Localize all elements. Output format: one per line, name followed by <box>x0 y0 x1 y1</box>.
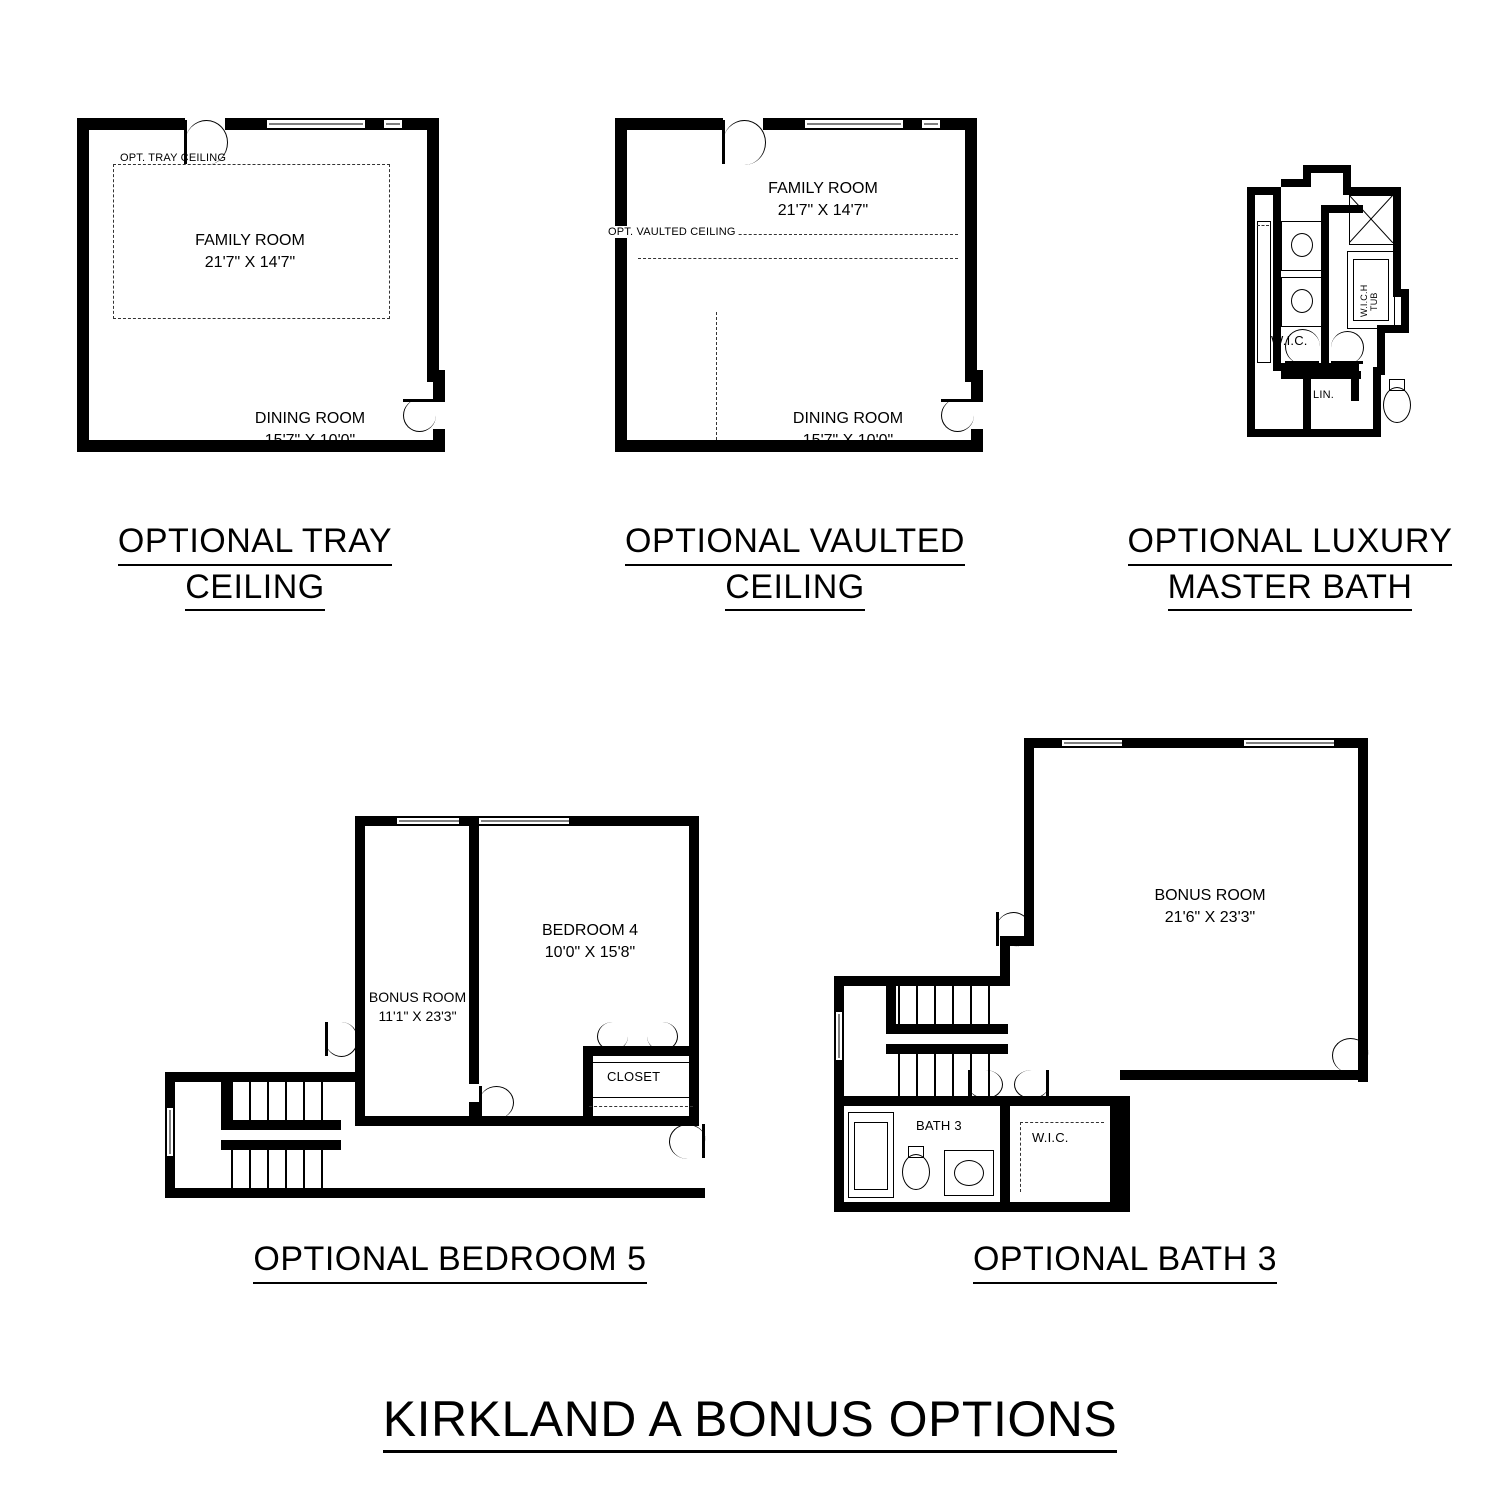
wall-bath-bottom <box>1247 429 1381 437</box>
door-swing-bedroom <box>479 1086 514 1119</box>
door-swing-bonus <box>325 1022 358 1057</box>
door-leaf-bonus <box>325 1022 328 1056</box>
stair-rail-lower <box>221 1140 341 1150</box>
note-opt-tray-ceiling: OPT. TRAY CEILING <box>120 152 227 164</box>
door-swing-bonus <box>996 912 1031 947</box>
toilet-tank <box>908 1146 924 1158</box>
room-label-closet: CLOSET <box>607 1069 661 1084</box>
stair-step <box>898 1054 900 1096</box>
wall-left <box>615 118 627 452</box>
door-leaf-entry <box>722 120 725 164</box>
stair-step <box>303 1150 305 1188</box>
stair-step <box>898 976 900 1024</box>
wall-top-left <box>77 118 185 130</box>
stair-landing <box>221 1120 341 1130</box>
wall-left <box>77 118 89 452</box>
wall-top-mid1 <box>763 118 805 130</box>
wall-bath-lower-right-v <box>1373 367 1381 437</box>
door-leaf-right <box>941 399 973 402</box>
door-leaf-bonus <box>996 912 999 946</box>
plan-optional-bath-3 <box>820 730 1390 1220</box>
window-top-right <box>1242 738 1340 748</box>
caption-optional-vaulted-ceiling: OPTIONAL VAULTED CEILING <box>580 520 1010 611</box>
stair-step <box>285 1150 287 1188</box>
door-leaf-bath3 <box>968 1070 971 1098</box>
wall-top-left <box>355 816 399 826</box>
room-label-lin: LIN. <box>1313 389 1334 401</box>
caption-optional-bath-3: OPTIONAL BATH 3 <box>900 1238 1350 1284</box>
stair-step <box>321 1072 323 1120</box>
door-leaf-exit <box>702 1124 705 1158</box>
wall-bath-top-left-v <box>1273 187 1281 213</box>
sheet-title: KIRKLAND A BONUS OPTIONS <box>0 1390 1500 1453</box>
door-leaf-wic <box>1285 361 1319 364</box>
window-stair-left <box>165 1106 175 1158</box>
door-swing-exit <box>669 1124 706 1159</box>
window-top-1 <box>803 118 905 130</box>
door-swing-bath <box>1331 331 1364 364</box>
vault-line-vertical <box>716 312 717 440</box>
wall-bath-left <box>1247 187 1255 437</box>
door-leaf-right <box>403 399 435 402</box>
caption-optional-tray-ceiling: OPTIONAL TRAY CEILING <box>40 520 470 611</box>
shower-x-icon <box>1349 195 1393 243</box>
room-label-bonus-room: BONUS ROOM 11'1" X 23'3" <box>368 989 467 1024</box>
door-leaf-exit <box>1365 1038 1368 1072</box>
window-top-right <box>477 816 575 826</box>
door-leaf-wic <box>1046 1070 1049 1098</box>
window-top-left <box>1060 738 1126 748</box>
door-swing-wic <box>1014 1070 1049 1099</box>
window-top-left <box>395 816 463 826</box>
door-leaf-bath <box>1331 361 1363 364</box>
stair-rail-lower <box>886 1044 1008 1054</box>
stair-step <box>267 1072 269 1120</box>
wall-wic-right <box>1110 1096 1120 1212</box>
wall-top-mid4 <box>402 118 420 130</box>
plan-optional-bedroom-5 <box>165 810 735 1210</box>
toilet-tank <box>1389 379 1405 391</box>
stair-step <box>988 976 990 1024</box>
stair-step <box>916 1054 918 1096</box>
wall-closet-top <box>583 1046 699 1056</box>
wall-bath-left <box>834 1096 844 1212</box>
room-label-family-room: FAMILY ROOM 21'7" X 14'7" <box>768 180 878 219</box>
toilet <box>902 1154 930 1190</box>
note-opt-vaulted-ceiling: OPT. VAULTED CEILING <box>608 226 736 238</box>
wic-shelf <box>1257 221 1271 363</box>
plan-optional-tray-ceiling <box>70 118 440 458</box>
wall-lin-left <box>1303 371 1311 429</box>
label-tub: TUB <box>1369 292 1379 311</box>
room-label-wic: W.I.C. <box>1271 333 1308 348</box>
wall-stair-top <box>165 1072 365 1082</box>
stair-step <box>285 1072 287 1120</box>
plan-optional-vaulted-ceiling <box>608 118 978 458</box>
wall-left-upper <box>1024 738 1034 946</box>
stair-step <box>934 1054 936 1096</box>
room-label-dining-room: DINING ROOM 15'7" X 10'0" <box>792 410 904 449</box>
stair-step <box>321 1150 323 1188</box>
wall-wic-outer <box>1120 1096 1130 1212</box>
wall-lin-right <box>1351 371 1359 401</box>
stair-step <box>303 1072 305 1120</box>
wall-right-jog-v <box>971 370 983 402</box>
caption-optional-luxury-master-bath: OPTIONAL LUXURY MASTER BATH <box>1090 520 1490 611</box>
plan-optional-luxury-master-bath <box>1145 165 1435 465</box>
stair-step <box>249 1072 251 1120</box>
stair-step <box>916 976 918 1024</box>
label-wic-h: W.I.C.H <box>1359 284 1369 317</box>
wall-right-upper <box>427 118 439 370</box>
wall-divider <box>469 816 479 1084</box>
stair-step <box>952 1054 954 1096</box>
door-swing-bath3 <box>968 1070 1003 1099</box>
stair-step <box>934 976 936 1024</box>
closet-door-swing-left <box>597 1022 628 1051</box>
window-stair-left <box>834 1010 844 1062</box>
room-label-wic: W.I.C. <box>1032 1130 1069 1145</box>
stair-step <box>267 1150 269 1188</box>
wall-bath-right <box>1000 1096 1010 1212</box>
door-leaf-bedroom <box>479 1086 482 1118</box>
wall-top-right <box>569 816 699 826</box>
tub-inner <box>854 1122 888 1190</box>
wic-shelf-vline <box>1020 1122 1021 1192</box>
wall-right <box>1358 738 1368 1078</box>
stair-step <box>231 1072 233 1120</box>
stair-step <box>970 976 972 1024</box>
sink-upper <box>1291 233 1313 257</box>
wall-right-jog-v <box>433 370 445 402</box>
wall-wic-bottom <box>1273 363 1359 371</box>
wall-stair-top <box>834 976 1010 986</box>
room-label-dining-room: DINING ROOM 15'7" X 10'0" <box>254 410 366 449</box>
wall-top-mid1 <box>225 118 267 130</box>
vault-line-2 <box>638 258 958 259</box>
closet-door-swing-right <box>647 1022 678 1051</box>
stair-step <box>231 1150 233 1188</box>
door-swing-exit <box>1332 1038 1369 1073</box>
wall-top-mid <box>1122 738 1246 748</box>
window-top-2 <box>382 118 404 130</box>
wall-mid-bottom <box>1120 1070 1368 1080</box>
toilet <box>1383 387 1411 423</box>
sink-lower <box>1291 289 1313 313</box>
wall-mid-bottom <box>355 1116 699 1126</box>
stair-step <box>249 1150 251 1188</box>
wall-bottom <box>834 1202 1130 1212</box>
window-top-2 <box>920 118 942 130</box>
wall-lin-top <box>1281 371 1361 379</box>
room-label-bath-3: BATH 3 <box>916 1118 962 1133</box>
wic-shelf-line <box>1257 225 1269 226</box>
stair-landing <box>886 1024 1008 1034</box>
stair-step <box>952 976 954 1024</box>
wic-shelf-line <box>1020 1122 1104 1123</box>
room-label-bonus-room: BONUS ROOM 21'6" X 23'3" <box>1154 887 1266 926</box>
room-label-family-room: FAMILY ROOM 21'7" X 14'7" <box>195 232 305 271</box>
room-label-bedroom-4: BEDROOM 4 10'0" X 15'8" <box>541 922 638 961</box>
door-swing-entry <box>723 120 766 165</box>
caption-optional-bedroom-5: OPTIONAL BEDROOM 5 <box>190 1238 710 1284</box>
wall-top-left <box>615 118 723 130</box>
closet-shelf-line <box>589 1106 693 1107</box>
wall-bottom <box>165 1188 705 1198</box>
sink <box>954 1160 984 1186</box>
wall-right-upper <box>965 118 977 370</box>
window-top-1 <box>265 118 367 130</box>
